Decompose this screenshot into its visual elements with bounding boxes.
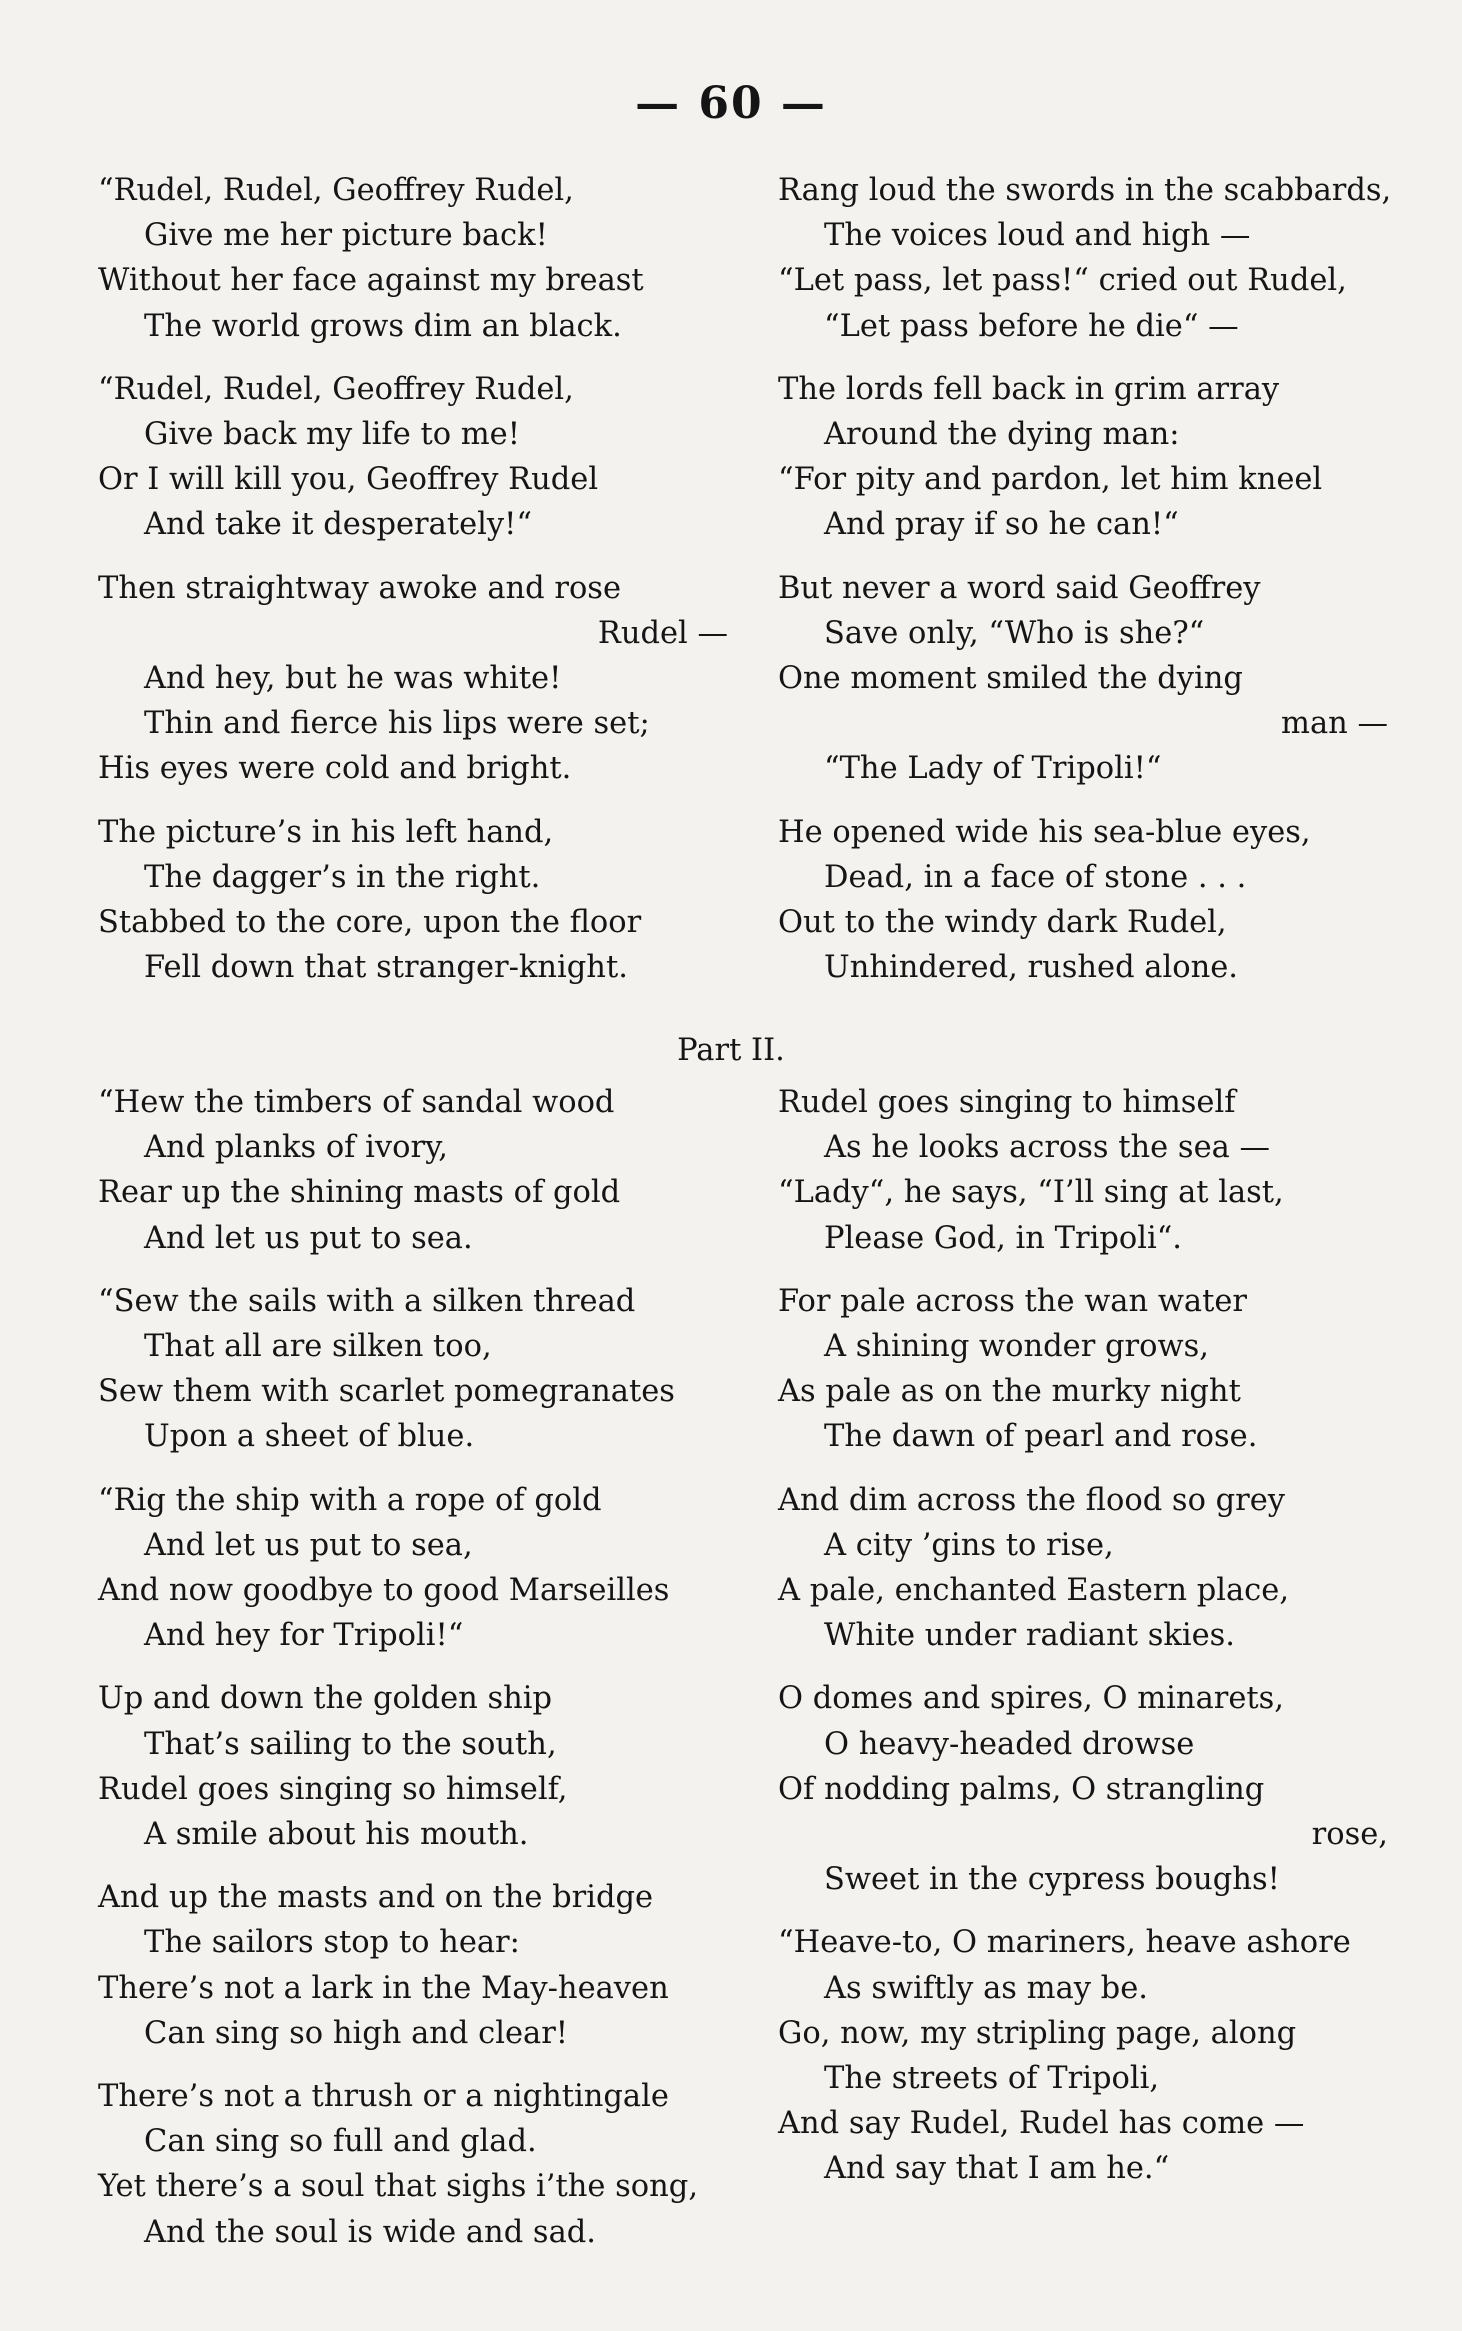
verse-line: “Hew the timbers of sandal wood xyxy=(98,1085,615,1120)
verse-line: Around the dying man: xyxy=(824,417,1180,453)
verse-line: And take it desperately!“ xyxy=(144,507,532,543)
stanza xyxy=(778,566,1398,792)
verse-line: “The Lady of Tripoli!“ xyxy=(824,751,1162,787)
verse-line: “Rudel, Rudel, Geoffrey Rudel, xyxy=(98,371,574,407)
upper-right-column xyxy=(778,168,1398,1008)
verse-line: The sailors stop to hear: xyxy=(144,1925,520,1961)
verse-line: A shining wonder grows, xyxy=(824,1329,1209,1365)
stanza xyxy=(98,566,738,792)
verse-line: Unhindered, rushed alone. xyxy=(824,950,1238,986)
verse-line: And the soul is wide and sad. xyxy=(144,2214,596,2250)
verse-line: “Heave-to, O mariners, heave ashore xyxy=(778,1925,1351,1961)
verse-line: And let us put to sea. xyxy=(144,1220,473,1256)
verse-line: The lords fell back in grim array xyxy=(778,371,1280,407)
stanza xyxy=(778,1676,1398,1902)
lower-right-column xyxy=(778,1080,1398,2210)
stanza xyxy=(98,1875,738,2056)
stanza xyxy=(778,1478,1398,1659)
verse-line: And hey for Tripoli!“ xyxy=(144,1618,464,1654)
verse-line: As pale as on the murky night xyxy=(778,1374,1241,1410)
verse-line: And dim across the flood so grey xyxy=(778,1482,1286,1518)
verse-line: That’s sailing to the south, xyxy=(144,1726,557,1762)
stanza xyxy=(98,810,738,991)
verse-line: Fell down that stranger-knight. xyxy=(144,950,628,986)
verse-line: And hey, but he was white! xyxy=(144,661,562,697)
verse-line: “Let pass, let pass!“ cried out Rudel, xyxy=(778,263,1347,299)
verse-line: Up and down the golden ship xyxy=(98,1681,553,1717)
verse-line: The dagger’s in the right. xyxy=(144,859,541,895)
verse-line: Rear up the shining masts of gold xyxy=(98,1175,621,1211)
verse-line: Rudel goes singing so himself, xyxy=(98,1771,568,1807)
verse-line: And let us put to sea, xyxy=(144,1527,473,1563)
verse-line: There’s not a thrush or a nightingale xyxy=(98,2079,669,2115)
verse-line: His eyes were cold and bright. xyxy=(98,751,572,787)
stanza xyxy=(778,1279,1398,1460)
verse-line: “Lady“, he says, “I’ll sing at last, xyxy=(778,1175,1284,1211)
verse-line: But never a word said Geoffrey xyxy=(778,570,1261,606)
verse-line: Can sing so high and clear! xyxy=(144,2015,569,2051)
stanza xyxy=(98,168,738,349)
verse-line: As swiftly as may be. xyxy=(824,1970,1148,2006)
verse-line: Rudel goes singing to himself xyxy=(778,1085,1236,1120)
verse-line: Without her face against my breast xyxy=(98,263,644,299)
verse-line: And say Rudel, Rudel has come — xyxy=(778,2106,1305,2142)
verse-line: As he looks across the sea — xyxy=(824,1130,1271,1166)
page-number: — 60 — xyxy=(635,78,827,129)
verse-line: Yet there’s a soul that sighs i’the song, xyxy=(98,2169,699,2205)
verse-line: Save only, “Who is she?“ xyxy=(824,615,1205,651)
verse-line: Go, now, my stripling page, along xyxy=(778,2015,1297,2051)
verse-line: And say that I am he.“ xyxy=(824,2151,1170,2187)
verse-line: The dawn of pearl and rose. xyxy=(824,1419,1258,1455)
verse-line: There’s not a lark in the May-heaven xyxy=(98,1970,669,2006)
verse-line: Stabbed to the core, upon the floor xyxy=(98,905,642,941)
verse-line: Dead, in a face of stone . . . xyxy=(824,859,1247,895)
verse-line: And planks of ivory, xyxy=(144,1130,448,1166)
stanza xyxy=(98,1478,738,1659)
verse-line: “Sew the sails with a silken thread xyxy=(98,1283,636,1319)
verse-line: Can sing so full and glad. xyxy=(144,2124,537,2160)
stanza xyxy=(778,168,1398,349)
verse-line: Sweet in the cypress boughs! xyxy=(824,1862,1280,1898)
verse-line: A city ’gins to rise, xyxy=(824,1527,1114,1563)
stanza xyxy=(98,1676,738,1857)
verse-line: Please God, in Tripoli“. xyxy=(824,1220,1183,1256)
verse-line: Give me her picture back! xyxy=(144,218,548,254)
verse-line: rose, xyxy=(1311,1817,1388,1853)
verse-line: The streets of Tripoli, xyxy=(824,2061,1160,2097)
verse-line: White under radiant skies. xyxy=(824,1618,1235,1654)
verse-line: A smile about his mouth. xyxy=(144,1817,529,1853)
verse-line: A pale, enchanted Eastern place, xyxy=(778,1573,1290,1609)
verse-line: The voices loud and high — xyxy=(824,218,1251,254)
verse-line: And now goodbye to good Marseilles xyxy=(98,1573,670,1609)
verse-line: Rang loud the swords in the scabbards, xyxy=(778,173,1392,208)
verse-line: Rudel — xyxy=(597,615,728,651)
verse-line: The picture’s in his left hand, xyxy=(98,814,554,850)
verse-line: “Rig the ship with a rope of gold xyxy=(98,1482,602,1518)
verse-line: That all are silken too, xyxy=(144,1329,492,1365)
verse-line: O heavy-headed drowse xyxy=(824,1726,1195,1762)
verse-line: Thin and fierce his lips were set; xyxy=(144,706,650,742)
verse-line: “Rudel, Rudel, Geoffrey Rudel, xyxy=(98,173,574,208)
verse-line: And up the masts and on the bridge xyxy=(98,1880,654,1916)
verse-line: “For pity and pardon, let him kneel xyxy=(778,462,1323,498)
verse-line: And pray if so he can!“ xyxy=(824,507,1179,543)
verse-line: Of nodding palms, O strangling xyxy=(778,1771,1265,1807)
stanza xyxy=(98,1279,738,1460)
stanza xyxy=(98,2074,738,2255)
part-heading: Part II. xyxy=(677,1033,785,1068)
stanza xyxy=(778,367,1398,548)
verse-line: “Let pass before he die“ — xyxy=(824,308,1239,344)
verse-line: man — xyxy=(1281,706,1388,742)
stanza xyxy=(778,810,1398,991)
verse-line: One moment smiled the dying xyxy=(778,661,1243,697)
stanza xyxy=(778,1080,1398,1261)
verse-line: Upon a sheet of blue. xyxy=(144,1419,475,1455)
verse-line: Give back my life to me! xyxy=(144,417,520,453)
verse-line: Out to the windy dark Rudel, xyxy=(778,905,1227,941)
verse-line: Or I will kill you, Geoffrey Rudel xyxy=(98,462,599,498)
verse-line: The world grows dim an black. xyxy=(144,308,622,344)
stanza xyxy=(98,1080,738,1261)
verse-line: Sew them with scarlet pomegranates xyxy=(98,1374,675,1410)
stanza xyxy=(778,1920,1398,2191)
verse-line: Then straightway awoke and rose xyxy=(98,570,622,606)
verse-line: For pale across the wan water xyxy=(778,1283,1247,1319)
lower-left-column xyxy=(98,1080,738,2273)
verse-line: O domes and spires, O minarets, xyxy=(778,1681,1284,1717)
upper-left-column xyxy=(98,168,738,1008)
verse-line: He opened wide his sea-blue eyes, xyxy=(778,814,1311,850)
stanza xyxy=(98,367,738,548)
